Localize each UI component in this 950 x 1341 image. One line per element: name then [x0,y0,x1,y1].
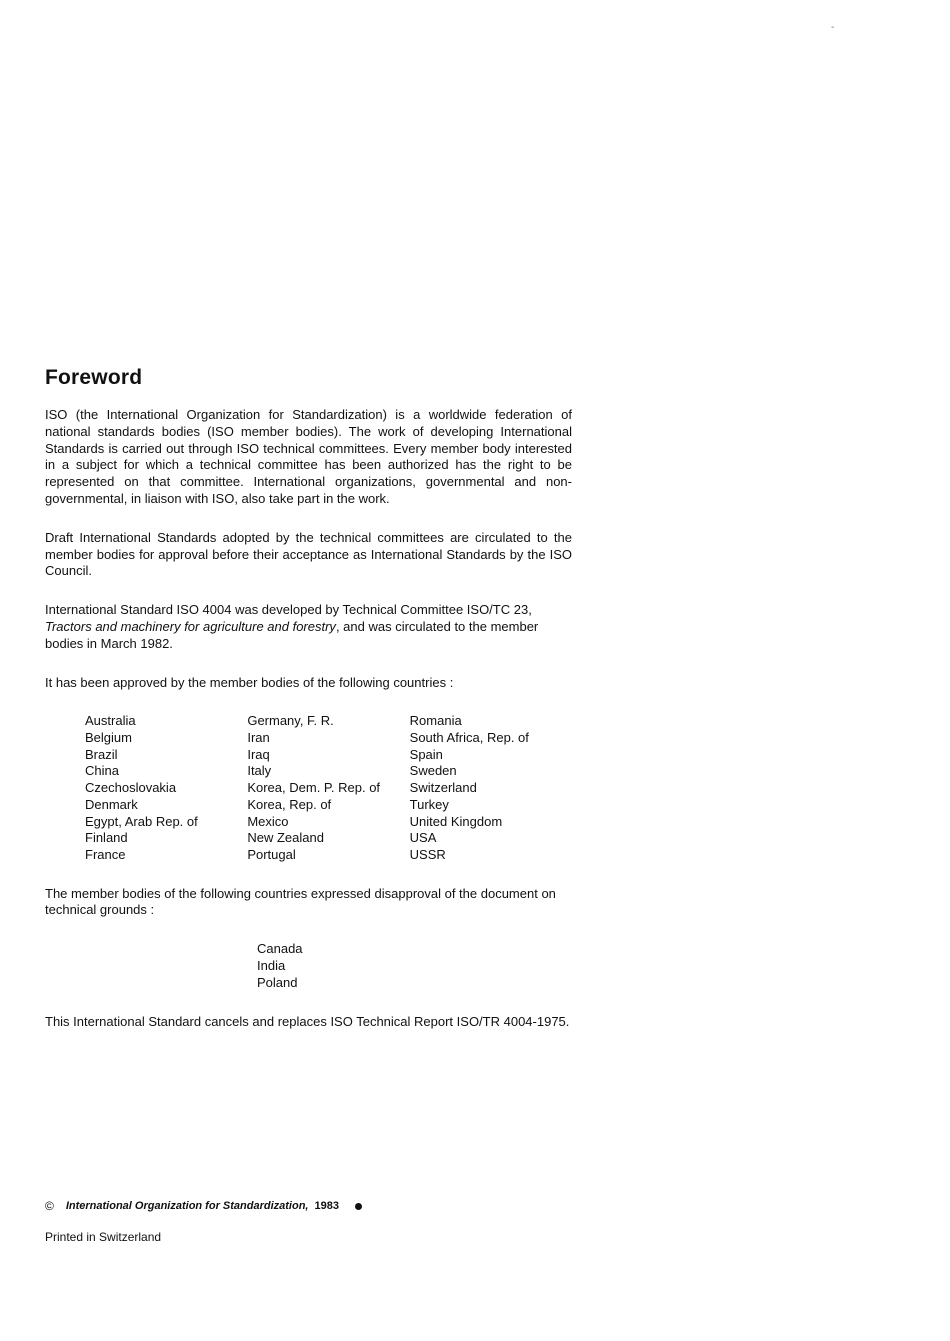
paragraph-draft-standards: Draft International Standards adopted by the technical committees are circulated to the member bodies for approval before their acceptance as International Standards by the ISO Council. [45,529,572,579]
country-name: USA [409,830,437,846]
development-lead: International Standard ISO 4004 was developed by Technical Committee ISO/TC 23, [45,602,532,618]
country-name: Canada [257,941,303,957]
country-name: Sweden [409,763,457,779]
country-name: New Zealand [247,830,324,846]
country-name: Brazil [85,746,118,762]
printed-location: Printed in Switzerland [45,1230,162,1244]
paragraph-development [45,602,572,652]
country-name: Germany, F. R. [247,713,334,729]
country-name: South Africa, Rep. of [409,730,529,746]
country-name: Romania [409,713,462,729]
country-name: USSR [409,846,446,862]
country-name: Mexico [247,813,289,829]
country-name: Switzerland [409,780,477,796]
country-column-1 [85,713,247,863]
corner-mark: - [831,22,835,33]
country-name: Poland [257,974,298,990]
page-title: Foreword [45,366,143,389]
paragraph-cancels: This International Standard cancels and replaces ISO Technical Report ISO/TR 4004-1975. [45,1013,570,1029]
disapproved-countries [257,941,572,991]
country-name: Egypt, Arab Rep. of [85,813,198,829]
paragraph-iso-intro: ISO (the International Organization for Standardization) is a worldwide federation of national standards bodies (ISO member bodies). The work of developing International Standards is carried out through ISO technical committees. Every member body interested in a subject for which a technical committee has been authorized has the right to be represented on that committee. International organizations, governmental and non-governmental, in liaison with ISO, also take part in the work. [45,407,572,506]
country-name: Turkey [409,796,449,812]
approved-countries [85,713,572,863]
country-name: Belgium [85,730,132,746]
development-tail: , and was circulated to the member bodies in March 1982. [45,618,539,651]
copyright-year: 1983 [314,1200,339,1212]
country-name: China [85,763,119,779]
country-name: Czechoslovakia [85,780,177,796]
country-name: Australia [85,713,136,729]
copyright-symbol: © [45,1199,54,1213]
country-name: Italy [247,763,272,779]
country-name: Iraq [247,746,270,762]
bullet-icon [355,1203,362,1210]
country-column-3 [410,713,572,863]
country-name: Finland [85,830,128,846]
committee-title: Tractors and machinery for agriculture and forestry [45,618,336,634]
country-name: Iran [247,730,270,746]
country-name: Korea, Rep. of [247,796,332,812]
country-name: Portugal [247,846,296,862]
country-column-2 [247,713,409,863]
disapproval-intro: The member bodies of the following countries expressed disapproval of the document on technical grounds : [45,885,556,918]
country-name: Korea, Dem. P. Rep. of [247,780,381,796]
copyright-line [45,1199,362,1213]
country-name: France [85,846,126,862]
country-name: Spain [409,746,443,762]
country-name: Denmark [85,796,138,812]
approval-intro: It has been approved by the member bodies of the following countries : [45,674,454,690]
organization-name: International Organization for Standardization, [65,1200,309,1212]
foreword-section [45,366,572,1052]
country-name: India [257,958,286,974]
country-name: United Kingdom [409,813,503,829]
